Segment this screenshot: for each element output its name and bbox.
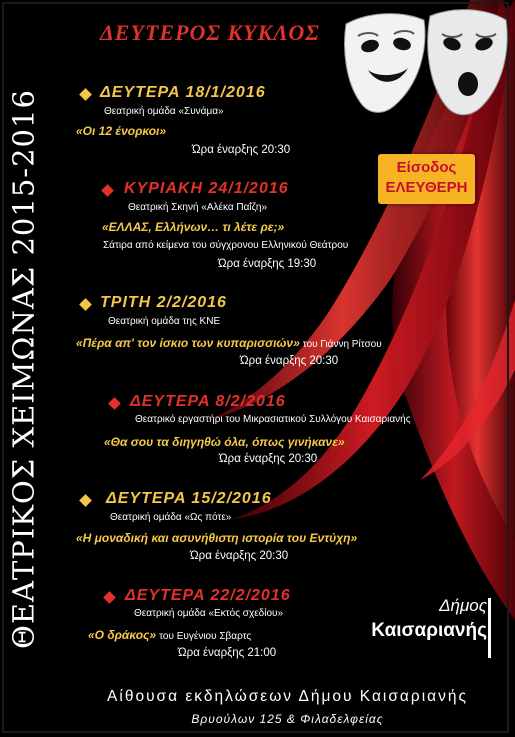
event-play (76, 336, 382, 350)
event-date: ΔΕΥΤΕΡΑ 15/2/2016 (106, 490, 272, 507)
event-troupe: Θεατρική ομάδα «Ως πότε» (110, 512, 232, 523)
municipality-label: Δήμος (439, 596, 487, 615)
venue: Αίθουσα εκδηλώσεων Δήμου Καισαριανής (107, 688, 468, 705)
entry-label: Είσοδος (396, 159, 457, 176)
theater-masks-icon (338, 6, 510, 124)
event-play-title: «Η μοναδική και ασυνήθιστη ιστορία του Εντύχη» (76, 531, 358, 545)
event-play (104, 435, 345, 449)
event-play-title: «Ο δράκος» (88, 628, 157, 642)
event-troupe: Θεατρική ομάδα της ΚΝΕ (108, 316, 221, 327)
event-play (76, 124, 166, 138)
event-start-time: Ώρα έναρξης 20:30 (192, 144, 291, 156)
event-troupe: Θεατρική ομάδα «Εκτός σχεδίου» (134, 608, 284, 619)
municipality-name: Καισαριανής (371, 620, 487, 641)
event-play (102, 220, 284, 234)
event-troupe: Θεατρική Σκηνή «Αλέκα Παΐζη» (128, 202, 268, 213)
event-date: ΔΕΥΤΕΡΑ 18/1/2016 (100, 84, 266, 101)
event-start-time: Ώρα έναρξης 19:30 (218, 258, 317, 270)
event-start-time: Ώρα έναρξης 21:00 (178, 647, 277, 659)
event-date: ΔΕΥΤΕΡΑ 8/2/2016 (130, 393, 286, 410)
entry-free-label: ΕΛΕΥΘΕΡΗ (385, 179, 468, 196)
event-author: του Ευγένιου Σβαρτς (159, 631, 252, 642)
event-play-title: «Οι 12 ένορκοι» (76, 124, 167, 138)
municipality-divider (488, 598, 491, 658)
event-start-time: Ώρα έναρξης 20:30 (240, 355, 339, 367)
event-play-title: «Θα σου τα διηγηθώ όλα, όπως γινήκανε» (104, 435, 345, 449)
event-start-time: Ώρα έναρξης 20:30 (219, 453, 318, 465)
event-play-title: «ΕΛΛΑΣ, Ελλήνων… τι λέτε ρε;» (102, 220, 285, 234)
event-start-time: Ώρα έναρξης 20:30 (190, 550, 289, 562)
series-heading: ΔΕΥΤΕΡΟΣ ΚΥΚΛΟΣ (100, 20, 320, 45)
event-date: ΔΕΥΤΕΡΑ 22/2/2016 (125, 587, 291, 604)
event-play (88, 628, 251, 642)
event-date: ΤΡΙΤΗ 2/2/2016 (100, 294, 227, 311)
event-troupe: Θεατρική ομάδα «Συνάμα» (104, 106, 224, 117)
municipality-block (371, 596, 487, 642)
vertical-title: ΘΕΑΤΡΙΚΟΣ ΧΕΙΜΩΝΑΣ 2015-2016 (6, 89, 41, 649)
event-description: Σάτιρα από κείμενα του σύγχρονου Ελληνικού Θεάτρου (103, 240, 349, 251)
event-date: ΚΥΡΙΑΚΗ 24/1/2016 (124, 180, 289, 197)
event-troupe: Θεατρικό εργαστήρι του Μικρασιατικού Συλλόγου Καισαριανής (135, 414, 411, 425)
address: Βρυούλων 125 & Φιλαδελφείας (191, 712, 384, 726)
event-play-title: «Πέρα απ' τον ίσκιο των κυπαρισσιών» (76, 336, 300, 350)
free-entry-badge (378, 154, 475, 204)
event-author: του Γιάννη Ρίτσου (302, 339, 382, 350)
event-play (76, 531, 357, 545)
